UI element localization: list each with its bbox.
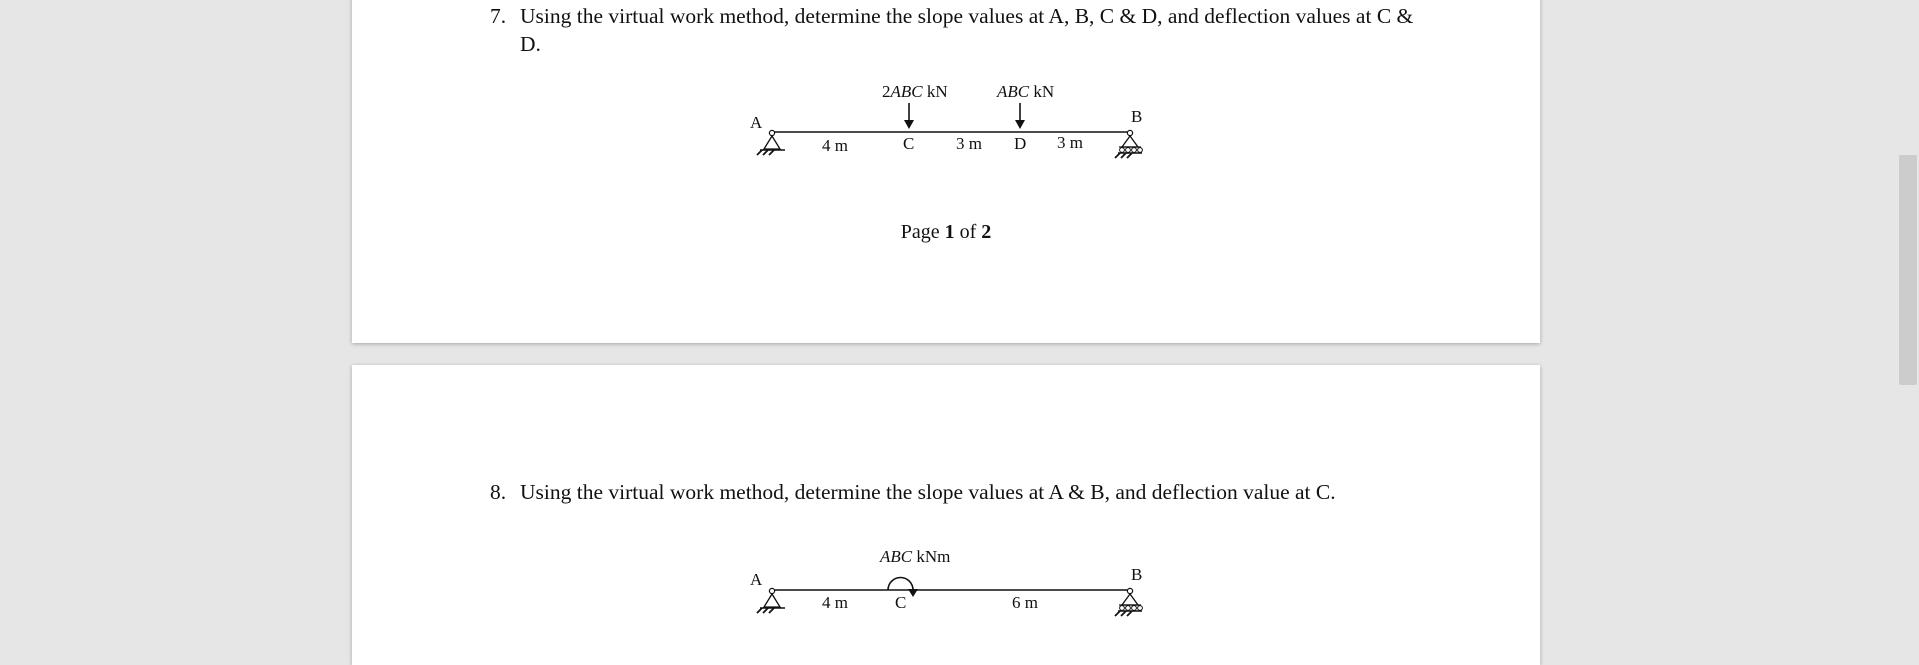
beam-diagram-2 bbox=[352, 365, 1540, 612]
document-page-1 bbox=[352, 0, 1540, 343]
point-load-arrow-icon bbox=[1015, 103, 1025, 129]
question-number: 7. bbox=[490, 4, 507, 28]
moment-label-c: ABC kNm bbox=[880, 547, 951, 566]
roller-support-icon bbox=[1115, 130, 1142, 158]
scrollbar-thumb[interactable] bbox=[1899, 155, 1917, 385]
vertical-scrollbar[interactable] bbox=[1896, 0, 1919, 637]
page-footer: Page 1 of 2 bbox=[900, 221, 992, 243]
pin-support-icon bbox=[757, 588, 785, 613]
load-label-d: ABC kN bbox=[997, 82, 1055, 101]
point-label-c: C bbox=[895, 593, 907, 612]
span-label: 6 m bbox=[1012, 593, 1038, 612]
roller-support-icon bbox=[1115, 588, 1142, 616]
pin-support-icon bbox=[757, 130, 785, 155]
point-label-c: C bbox=[903, 134, 915, 153]
point-label-a: A bbox=[750, 113, 763, 132]
point-load-arrow-icon bbox=[904, 103, 914, 129]
question-number: 8. bbox=[490, 480, 507, 504]
point-label-b: B bbox=[1131, 565, 1143, 584]
span-label: 4 m bbox=[822, 593, 848, 612]
page-total: 2 bbox=[981, 221, 992, 243]
page-current: 1 bbox=[944, 221, 955, 243]
beam-diagram-1 bbox=[352, 0, 1540, 190]
point-label-d: D bbox=[1014, 134, 1027, 153]
question-text: Using the virtual work method, determine the slope values at A, B, C & D, and deflection values at C & D. bbox=[520, 4, 1414, 56]
span-label: 3 m bbox=[956, 134, 982, 153]
span-label: 3 m bbox=[1057, 133, 1083, 152]
span-label: 4 m bbox=[822, 136, 848, 155]
document-page-2 bbox=[352, 365, 1540, 665]
point-label-a: A bbox=[750, 570, 763, 589]
load-label-c: 2ABC kN bbox=[882, 82, 948, 101]
question-text: Using the virtual work method, determine the slope values at A & B, and deflection value at C. bbox=[520, 480, 1336, 504]
point-label-b: B bbox=[1131, 107, 1143, 126]
